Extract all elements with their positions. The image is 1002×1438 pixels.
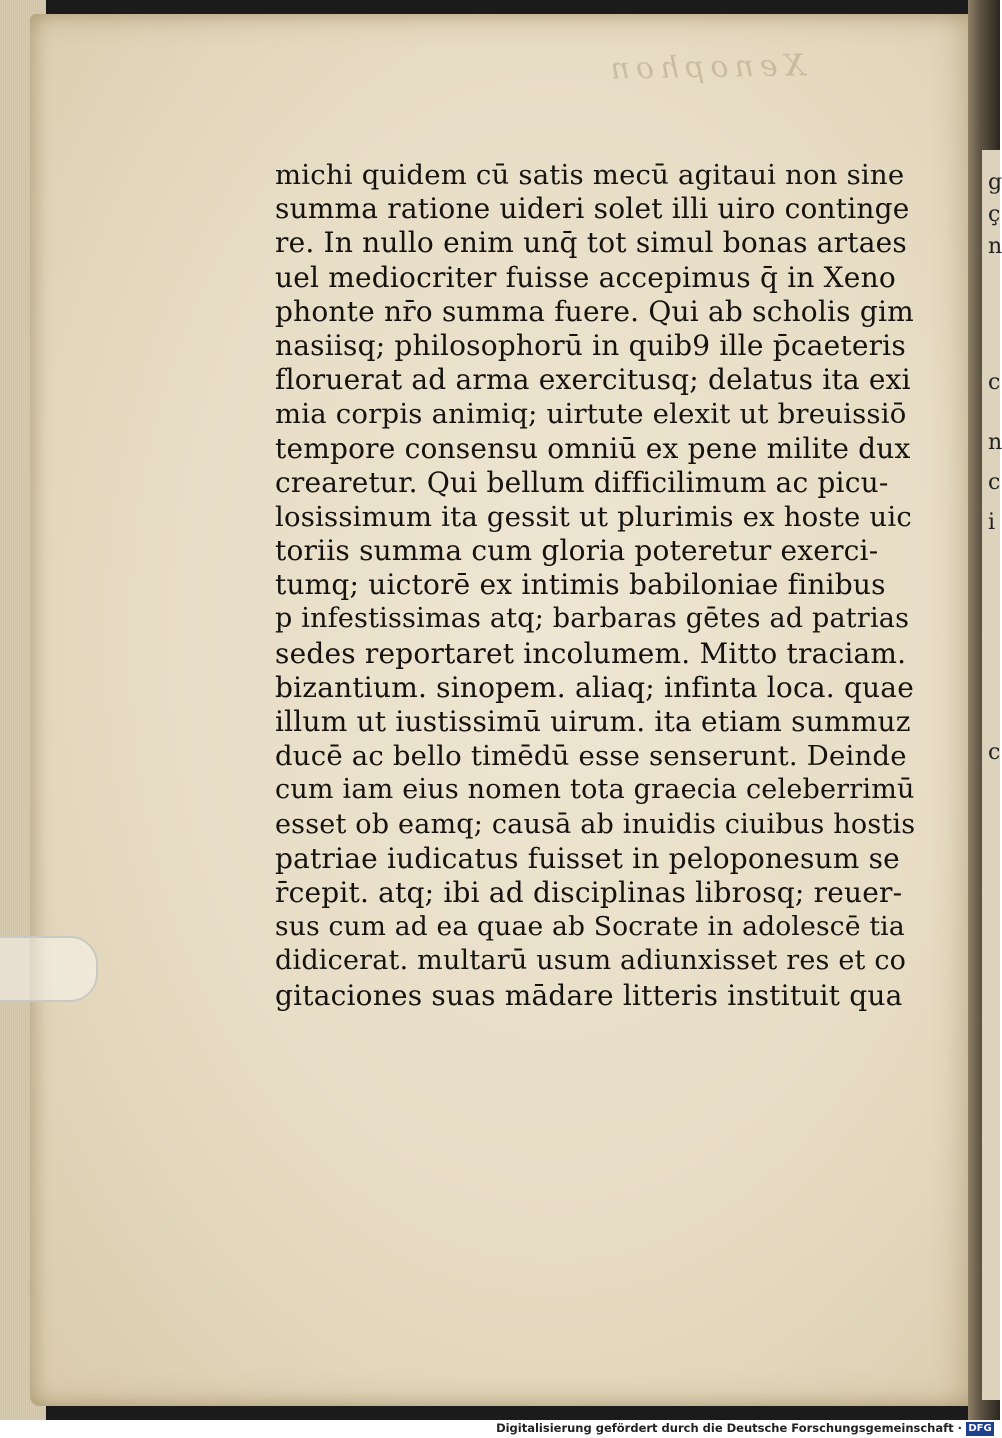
text-line: uel mediocriter fuisse accepimus q̄ in Xeno bbox=[275, 260, 896, 294]
text-line: nasiisq; philosophorū in quib9 ille p̄caeteris bbox=[275, 328, 906, 362]
text-line: phonte nr̄o summa fuere. Qui ab scholis gim bbox=[275, 294, 914, 328]
text-line: mia corpis animiq; uirtute elexit ut breuissiō bbox=[275, 398, 907, 431]
text-line: p infestissimas atq; barbaras gētes ad patrias bbox=[275, 603, 910, 635]
next-page-glyph: n bbox=[988, 430, 1002, 455]
text-line: tempore consensu omniū ex pene milite dux bbox=[275, 431, 911, 465]
next-page-glyph: i bbox=[988, 510, 996, 535]
page-clip-bookmark bbox=[0, 936, 98, 1002]
text-line: losissimum ita gessit ut plurimis ex hoste uic bbox=[275, 500, 912, 533]
text-line: cum iam eius nomen tota graecia celeberrimū bbox=[275, 774, 915, 806]
next-page-glyph: c bbox=[988, 370, 1001, 395]
next-page-glyph: c bbox=[988, 470, 1001, 495]
text-line: esset ob eamq; causā ab inuidis ciuibus hostis bbox=[275, 808, 916, 840]
text-block bbox=[275, 158, 915, 1013]
text-line: sus cum ad ea quae ab Socrate in adolescē tia bbox=[275, 911, 905, 943]
text-line: gitaciones suas mādare litteris instituit qua bbox=[275, 978, 903, 1012]
text-line: floruerat ad arma exercitusq; delatus ita exi bbox=[275, 363, 911, 397]
text-line: ducē ac bello timēdū esse senserunt. Deinde bbox=[275, 740, 907, 773]
next-page-glyph: g bbox=[988, 170, 1002, 195]
footer-bar bbox=[0, 1420, 1000, 1438]
text-line: toriis summa cum gloria poteretur exerci- bbox=[275, 534, 879, 568]
text-line: illum ut iustissimū uirum. ita etiam summuz bbox=[275, 705, 911, 738]
next-page-glyph: ç bbox=[988, 202, 1001, 227]
faint-show-through-header: Xenophon bbox=[604, 48, 806, 87]
text-line: re. In nullo enim unq̄ tot simul bonas artaes bbox=[275, 226, 907, 260]
text-line: tumq; uictorē ex intimis babiloniae finibus bbox=[275, 568, 886, 602]
text-line: summa ratione uideri solet illi uiro continge bbox=[275, 192, 910, 226]
funding-credit: Digitalisierung gefördert durch die Deutsche Forschungsgemeinschaft · bbox=[496, 1421, 962, 1435]
text-line: crearetur. Qui bellum difficilimum ac picu- bbox=[275, 465, 889, 499]
next-page-edge bbox=[982, 150, 1000, 1400]
text-line: r̄cepit. atq; ibi ad disciplinas librosq; reuer- bbox=[275, 875, 903, 909]
text-line: sedes reportaret incolumem. Mitto traciam. bbox=[275, 636, 907, 670]
dfg-logo: DFG bbox=[966, 1422, 994, 1436]
text-line: didicerat. multarū usum adiunxisset res et co bbox=[275, 945, 907, 977]
text-line: michi quidem cū satis mecū agitaui non sine bbox=[275, 159, 905, 191]
text-line: patriae iudicatus fuisset in peloponesum se bbox=[275, 841, 900, 875]
text-line: bizantium. sinopem. aliaq; infinta loca. quae bbox=[275, 670, 914, 704]
next-page-glyph: c bbox=[988, 740, 1001, 765]
next-page-glyph: n bbox=[988, 234, 1002, 259]
